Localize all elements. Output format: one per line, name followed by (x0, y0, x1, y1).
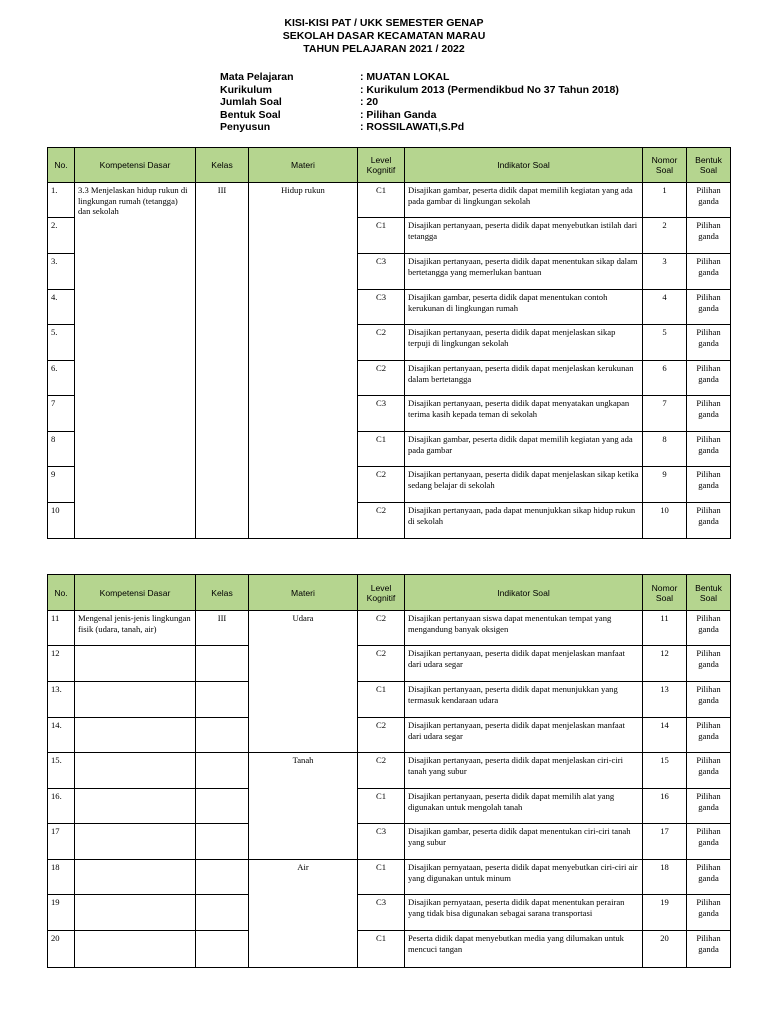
meta-row (220, 96, 619, 109)
no-cell: 7 (48, 396, 75, 432)
bentuk-cell: Pilihan ganda (687, 290, 731, 325)
level-cell: C2 (358, 325, 405, 361)
no-cell: 17 (48, 824, 75, 860)
indikator-cell: Disajikan gambar, peserta didik dapat memilih kegiatan yang ada pada gambar di lingkungan sekolah (405, 183, 643, 218)
meta-value: : Kurikulum 2013 (Permendikbud No 37 Tahun 2018) (360, 83, 619, 96)
nomor-cell: 9 (643, 467, 687, 503)
level-cell: C2 (358, 646, 405, 682)
nomor-cell: 10 (643, 503, 687, 539)
nomor-cell: 8 (643, 432, 687, 467)
no-cell: 12 (48, 646, 75, 682)
table-row (48, 824, 731, 860)
table-row (48, 183, 731, 218)
nomor-cell: 12 (643, 646, 687, 682)
nomor-cell: 5 (643, 325, 687, 361)
indikator-cell: Disajikan pertanyaan siswa dapat menentukan tempat yang mengandung banyak oksigen (405, 611, 643, 646)
materi-cell: Air (249, 860, 358, 968)
bentuk-cell: Pilihan ganda (687, 895, 731, 931)
meta-value: : 20 (360, 96, 379, 108)
kelas-cell (196, 718, 249, 753)
level-cell: C1 (358, 931, 405, 968)
indikator-cell: Disajikan pertanyaan, peserta didik dapat menjelaskan manfaat dari udara segar (405, 718, 643, 753)
no-cell: 13. (48, 682, 75, 718)
table-header-row (48, 575, 731, 611)
kelas-cell (196, 789, 249, 824)
level-cell: C2 (358, 718, 405, 753)
level-cell: C1 (358, 682, 405, 718)
meta-key: Mata Pelajaran (220, 71, 294, 83)
table-row (48, 860, 731, 895)
no-cell: 18 (48, 860, 75, 895)
bentuk-cell: Pilihan ganda (687, 718, 731, 753)
meta-value: : ROSSILAWATI,S.Pd (360, 121, 465, 133)
no-cell: 2. (48, 218, 75, 254)
indikator-cell: Disajikan pertanyaan, peserta didik dapat menjelaskan sikap terpuji di lingkungan sekolah (405, 325, 643, 361)
col-no-header: No. (48, 575, 75, 611)
table-row (48, 753, 731, 789)
bentuk-cell: Pilihan ganda (687, 254, 731, 290)
col-bentuk-soal-header: Bentuk Soal (687, 148, 731, 183)
kompetensi-dasar-cell (75, 718, 196, 753)
level-cell: C3 (358, 396, 405, 432)
level-cell: C2 (358, 611, 405, 646)
kelas-cell (196, 931, 249, 968)
kelas-cell (196, 646, 249, 682)
table-row (48, 682, 731, 718)
meta-value: : MUATAN LOKAL (360, 71, 450, 83)
no-cell: 15. (48, 753, 75, 789)
meta-key: Penyusun (220, 121, 271, 133)
level-cell: C2 (358, 503, 405, 539)
indikator-cell: Disajikan pertanyaan, peserta didik dapat memilih alat yang digunakan untuk mengolah tanah (405, 789, 643, 824)
document-meta (220, 71, 619, 134)
document-header (0, 17, 768, 56)
level-cell: C3 (358, 254, 405, 290)
header-title: KISI-KISI PAT / UKK SEMESTER GENAP (284, 17, 484, 29)
col-kompetensi-dasar-header: Kompetensi Dasar (75, 575, 196, 611)
kisi-table-2 (47, 574, 731, 968)
indikator-cell: Disajikan pertanyaan, peserta didik dapat menentukan sikap dalam bertetangga yang memerlukan bantuan (405, 254, 643, 290)
no-cell: 14. (48, 718, 75, 753)
indikator-cell: Disajikan pertanyaan, peserta didik dapat menjelaskan manfaat dari udara segar (405, 646, 643, 682)
meta-row (220, 121, 619, 134)
meta-row (220, 109, 619, 122)
level-cell: C2 (358, 467, 405, 503)
kelas-cell (196, 682, 249, 718)
col-materi-header: Materi (249, 148, 358, 183)
kelas-cell (196, 895, 249, 931)
kompetensi-dasar-cell (75, 931, 196, 968)
nomor-cell: 4 (643, 290, 687, 325)
level-cell: C2 (358, 753, 405, 789)
no-cell: 6. (48, 361, 75, 396)
indikator-cell: Disajikan gambar, peserta didik dapat memilih kegiatan yang ada pada gambar (405, 432, 643, 467)
no-cell: 20 (48, 931, 75, 968)
kelas-cell: III (196, 183, 249, 539)
no-cell: 1. (48, 183, 75, 218)
col-materi-header: Materi (249, 575, 358, 611)
level-cell: C3 (358, 895, 405, 931)
bentuk-cell: Pilihan ganda (687, 218, 731, 254)
indikator-cell: Disajikan pertanyaan, peserta didik dapat menunjukkan yang termasuk kendaraan udara (405, 682, 643, 718)
level-cell: C3 (358, 290, 405, 325)
no-cell: 9 (48, 467, 75, 503)
col-indikator-soal-header: Indikator Soal (405, 148, 643, 183)
col-kompetensi-dasar-header: Kompetensi Dasar (75, 148, 196, 183)
bentuk-cell: Pilihan ganda (687, 325, 731, 361)
level-cell: C2 (358, 361, 405, 396)
no-cell: 11 (48, 611, 75, 646)
nomor-cell: 1 (643, 183, 687, 218)
bentuk-cell: Pilihan ganda (687, 611, 731, 646)
no-cell: 5. (48, 325, 75, 361)
bentuk-cell: Pilihan ganda (687, 931, 731, 968)
no-cell: 10 (48, 503, 75, 539)
indikator-cell: Disajikan pertanyaan, peserta didik dapat menyatakan ungkapan terima kasih kepada teman di sekolah (405, 396, 643, 432)
col-level-kognitif-header: Level Kognitif (358, 148, 405, 183)
indikator-cell: Disajikan gambar, peserta didik dapat menentukan ciri-ciri tanah yang subur (405, 824, 643, 860)
kompetensi-dasar-cell (75, 895, 196, 931)
kelas-cell (196, 753, 249, 789)
indikator-cell: Disajikan pertanyaan, pada dapat menunjukkan sikap hidup rukun di sekolah (405, 503, 643, 539)
indikator-cell: Disajikan pernyataan, peserta didik dapat menentukan perairan yang tidak bisa digunakan sebagai sarana transportasi (405, 895, 643, 931)
col-kelas-header: Kelas (196, 575, 249, 611)
no-cell: 19 (48, 895, 75, 931)
no-cell: 4. (48, 290, 75, 325)
kisi-table-1 (47, 147, 731, 539)
meta-key: Bentuk Soal (220, 108, 281, 121)
indikator-cell: Disajikan pertanyaan, peserta didik dapat menjelaskan sikap ketika sedang belajar di sekolah (405, 467, 643, 503)
nomor-cell: 18 (643, 860, 687, 895)
kompetensi-dasar-cell (75, 789, 196, 824)
col-no-header: No. (48, 148, 75, 183)
col-indikator-soal-header: Indikator Soal (405, 575, 643, 611)
kompetensi-dasar-cell (75, 682, 196, 718)
indikator-cell: Disajikan pertanyaan, peserta didik dapat menyebutkan istilah dari tetangga (405, 218, 643, 254)
materi-cell: Tanah (249, 753, 358, 860)
col-bentuk-soal-header: Bentuk Soal (687, 575, 731, 611)
indikator-cell: Disajikan pertanyaan, peserta didik dapat menjelaskan ciri-ciri tanah yang subur (405, 753, 643, 789)
no-cell: 16. (48, 789, 75, 824)
bentuk-cell: Pilihan ganda (687, 432, 731, 467)
nomor-cell: 6 (643, 361, 687, 396)
indikator-cell: Peserta didik dapat menyebutkan media yang dilumakan untuk mencuci tangan (405, 931, 643, 968)
kelas-cell (196, 860, 249, 895)
level-cell: C1 (358, 218, 405, 254)
bentuk-cell: Pilihan ganda (687, 467, 731, 503)
meta-key: Kurikulum (220, 83, 272, 96)
meta-row (220, 84, 619, 97)
nomor-cell: 3 (643, 254, 687, 290)
nomor-cell: 19 (643, 895, 687, 931)
bentuk-cell: Pilihan ganda (687, 824, 731, 860)
nomor-cell: 7 (643, 396, 687, 432)
bentuk-cell: Pilihan ganda (687, 646, 731, 682)
bentuk-cell: Pilihan ganda (687, 860, 731, 895)
nomor-cell: 16 (643, 789, 687, 824)
indikator-cell: Disajikan gambar, peserta didik dapat menentukan contoh kerukunan di lingkungan rumah (405, 290, 643, 325)
nomor-cell: 17 (643, 824, 687, 860)
table-row (48, 895, 731, 931)
nomor-cell: 14 (643, 718, 687, 753)
nomor-cell: 13 (643, 682, 687, 718)
nomor-cell: 11 (643, 611, 687, 646)
meta-row (220, 71, 619, 84)
kompetensi-dasar-cell (75, 646, 196, 682)
header-school: SEKOLAH DASAR KECAMATAN MARAU (282, 30, 486, 42)
bentuk-cell: Pilihan ganda (687, 753, 731, 789)
nomor-cell: 15 (643, 753, 687, 789)
nomor-cell: 20 (643, 931, 687, 968)
col-kelas-header: Kelas (196, 148, 249, 183)
bentuk-cell: Pilihan ganda (687, 503, 731, 539)
level-cell: C3 (358, 824, 405, 860)
bentuk-cell: Pilihan ganda (687, 789, 731, 824)
materi-cell: Hidup rukun (249, 183, 358, 539)
kompetensi-dasar-cell (75, 860, 196, 895)
col-nomor-soal-header: Nomor Soal (643, 148, 687, 183)
col-nomor-soal-header: Nomor Soal (643, 575, 687, 611)
kompetensi-dasar-cell: Mengenal jenis-jenis lingkungan fisik (udara, tanah, air) (75, 611, 196, 646)
bentuk-cell: Pilihan ganda (687, 682, 731, 718)
meta-value: : Pilihan Ganda (360, 108, 437, 121)
level-cell: C1 (358, 432, 405, 467)
kompetensi-dasar-cell: 3.3 Menjelaskan hidup rukun di lingkungan rumah (tetangga) dan sekolah (75, 183, 196, 539)
no-cell: 8 (48, 432, 75, 467)
table-row (48, 789, 731, 824)
kompetensi-dasar-cell (75, 824, 196, 860)
table-row (48, 611, 731, 646)
materi-cell: Udara (249, 611, 358, 753)
table-row (48, 931, 731, 968)
nomor-cell: 2 (643, 218, 687, 254)
no-cell: 3. (48, 254, 75, 290)
kelas-cell (196, 824, 249, 860)
meta-key: Jumlah Soal (220, 96, 282, 108)
table-header-row (48, 148, 731, 183)
bentuk-cell: Pilihan ganda (687, 183, 731, 218)
indikator-cell: Disajikan pernyataan, peserta didik dapat menyebutkan ciri-ciri air yang digunakan untuk minum (405, 860, 643, 895)
level-cell: C1 (358, 183, 405, 218)
header-year: TAHUN PELAJARAN 2021 / 2022 (303, 43, 465, 55)
table-row (48, 718, 731, 753)
table-row (48, 646, 731, 682)
kelas-cell: III (196, 611, 249, 646)
col-level-kognitif-header: Level Kognitif (358, 575, 405, 611)
bentuk-cell: Pilihan ganda (687, 361, 731, 396)
bentuk-cell: Pilihan ganda (687, 396, 731, 432)
indikator-cell: Disajikan pertanyaan, peserta didik dapat menjelaskan kerukunan dalam bertetangga (405, 361, 643, 396)
kompetensi-dasar-cell (75, 753, 196, 789)
level-cell: C1 (358, 789, 405, 824)
level-cell: C1 (358, 860, 405, 895)
